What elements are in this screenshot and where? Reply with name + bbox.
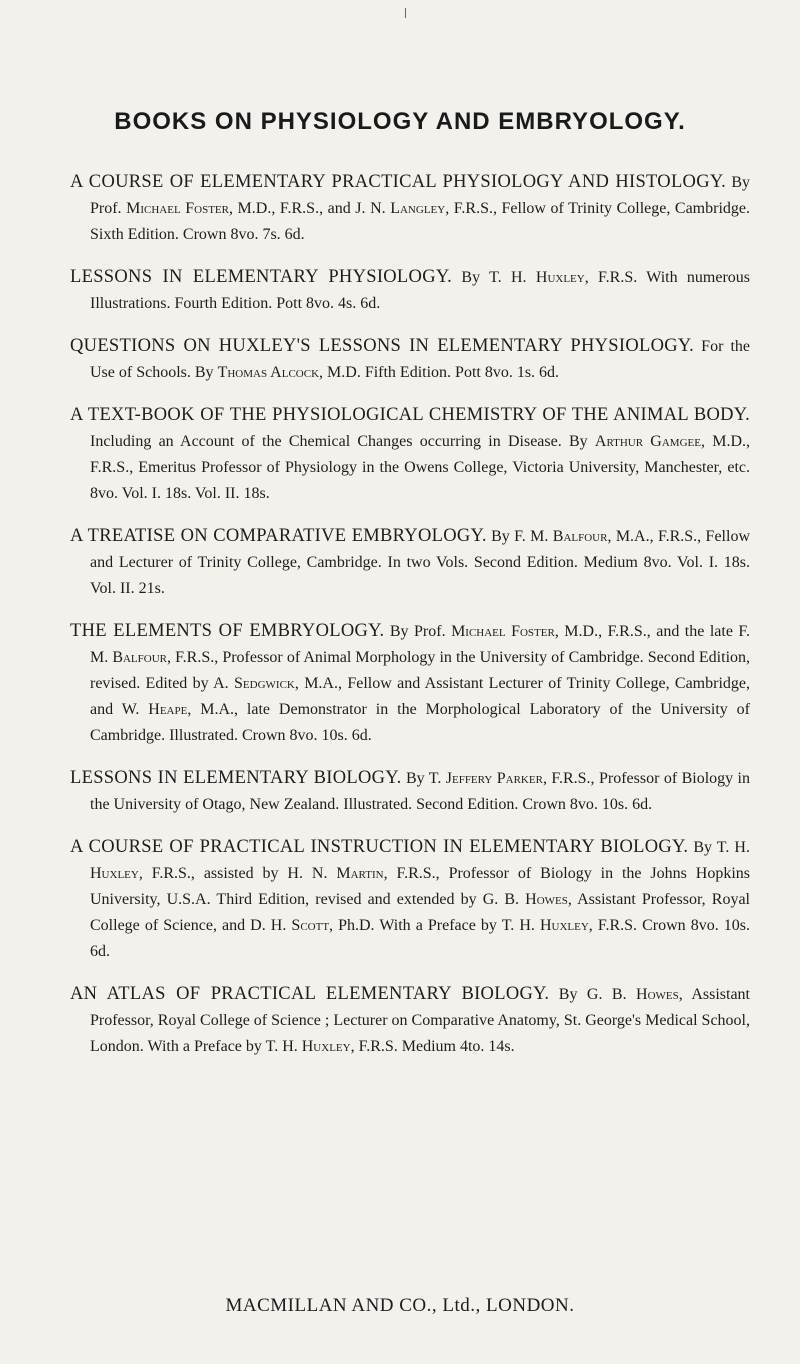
author-name: Huxley bbox=[535, 269, 585, 286]
entry-text: By T. H. bbox=[693, 839, 750, 856]
entry-text: , M.D., F.R.S., Emeritus Professor of Physiology in the Owens College, Victoria University, Manchester, etc. 8vo. Vol. I. 18s. Vol. II. 18s. bbox=[90, 433, 751, 502]
entry-text: , F.R.S., Professor of Biology in the Johns Hopkins University, U.S.A. Third Edition, revised and extended by G. B. bbox=[90, 865, 751, 908]
book-entry-2 bbox=[70, 264, 750, 317]
book-title: A TREATISE ON COMPARATIVE EMBRYOLOGY. bbox=[70, 526, 487, 546]
author-name: Scott bbox=[291, 917, 330, 934]
author-name: Huxley bbox=[90, 865, 139, 882]
entry-text: By T. bbox=[405, 770, 442, 787]
author-name: Langley bbox=[390, 200, 446, 217]
book-entry-7 bbox=[70, 765, 750, 818]
entry-text: By G. B. bbox=[558, 986, 627, 1003]
entry-text: , Assistant Professor, Royal College of Science ; Lecturer on Comparative Anatomy, St. George's Medical School, London. With a Preface by T. H. bbox=[90, 986, 751, 1055]
entry-text: Including an Account of the Chemical Changes occurring in Disease. By bbox=[90, 433, 588, 450]
author-name: Howes bbox=[525, 891, 568, 908]
entry-text: For the Use of Schools. By bbox=[90, 338, 751, 381]
book-title: LESSONS IN ELEMENTARY PHYSIOLOGY. bbox=[70, 267, 453, 287]
book-title: A COURSE OF ELEMENTARY PRACTICAL PHYSIOLOGY AND HISTOLOGY. bbox=[70, 172, 727, 192]
entry-text: By Prof. bbox=[90, 174, 750, 217]
entry-text: By Prof. bbox=[389, 623, 446, 640]
author-name: Balfour bbox=[552, 528, 608, 545]
author-name: Thomas Alcock bbox=[217, 364, 320, 381]
author-name: Michael Foster bbox=[126, 200, 229, 217]
entry-text: , F.R.S., Professor of Biology in the University of Otago, New Zealand. Illustrated. Second Edition. Crown 8vo. 10s. 6d. bbox=[90, 770, 751, 813]
author-name: Michael Foster bbox=[451, 623, 555, 640]
entry-text: By F. M. bbox=[491, 528, 549, 545]
entry-text: , F.R.S., Professor of Animal Morphology in the University of Cambridge. Second Edition, revised. Edited by A. bbox=[90, 649, 751, 692]
author-name: Howes bbox=[636, 986, 679, 1003]
book-title: A COURSE OF PRACTICAL INSTRUCTION IN ELEMENTARY BIOLOGY. bbox=[70, 837, 689, 857]
entry-text: , F.R.S., Fellow of Trinity College, Cambridge. Sixth Edition. Crown 8vo. 7s. 6d. bbox=[90, 200, 750, 243]
page-mark bbox=[405, 8, 406, 18]
entry-text: , F.R.S., assisted by H. N. bbox=[138, 865, 328, 882]
book-title: QUESTIONS ON HUXLEY'S LESSONS IN ELEMENTARY PHYSIOLOGY. bbox=[70, 336, 695, 356]
author-name: Balfour bbox=[112, 649, 167, 666]
entry-text: , Assistant Professor, Royal College of Science, and D. H. bbox=[90, 891, 750, 934]
book-title: A TEXT-BOOK OF THE PHYSIOLOGICAL CHEMISTRY OF THE ANIMAL BODY. bbox=[70, 405, 750, 425]
publisher-imprint: MACMILLAN AND CO., Ltd., LONDON. bbox=[225, 1295, 575, 1316]
entry-text: , M.D., F.R.S., and the late F. M. bbox=[90, 623, 751, 666]
entry-text: , M.A., late Demonstrator in the Morphological Laboratory of the University of Cambridge. Illustrated. Crown 8vo. 10s. 6d. bbox=[90, 701, 751, 744]
entry-text: By T. H. bbox=[461, 269, 527, 286]
book-title: LESSONS IN ELEMENTARY BIOLOGY. bbox=[70, 768, 402, 788]
author-name: Heape bbox=[148, 701, 188, 718]
page-heading: BOOKS ON PHYSIOLOGY AND EMBRYOLOGY. bbox=[114, 108, 686, 135]
entry-text: , M.A., Fellow and Assistant Lecturer of Trinity College, Cambridge, and W. bbox=[90, 675, 751, 718]
entry-text: , M.D., F.R.S., and J. N. bbox=[228, 200, 386, 217]
entry-text: , F.R.S. Medium 4to. 14s. bbox=[350, 1038, 515, 1055]
book-entry-3 bbox=[70, 333, 750, 386]
author-name: Sedgwick bbox=[234, 675, 295, 692]
author-name: Huxley bbox=[301, 1038, 351, 1055]
author-name: Martin bbox=[336, 865, 384, 882]
entry-text: , Ph.D. With a Preface by T. H. bbox=[329, 917, 535, 934]
entry-text: , F.R.S. Crown 8vo. 10s. 6d. bbox=[90, 917, 751, 960]
book-list bbox=[70, 153, 750, 1076]
book-entry-5 bbox=[70, 523, 750, 602]
book-entry-1 bbox=[70, 169, 750, 248]
entry-text: , F.R.S. With numerous Illustrations. Fourth Edition. Pott 8vo. 4s. 6d. bbox=[90, 269, 751, 312]
entry-text: , M.D. Fifth Edition. Pott 8vo. 1s. 6d. bbox=[319, 364, 560, 381]
book-title: AN ATLAS OF PRACTICAL ELEMENTARY BIOLOGY. bbox=[70, 984, 550, 1004]
author-name: Arthur Gamgee bbox=[594, 433, 701, 450]
book-entry-9 bbox=[70, 981, 750, 1060]
book-entry-8 bbox=[70, 834, 750, 965]
book-entry-6 bbox=[70, 618, 750, 749]
entry-text: , M.A., F.R.S., Fellow and Lecturer of Trinity College, Cambridge. In two Vols. Second Edition. Medium 8vo. Vol. I. 18s. Vol. II. 21s. bbox=[90, 528, 750, 597]
book-entry-4 bbox=[70, 402, 750, 507]
book-title: THE ELEMENTS OF EMBRYOLOGY. bbox=[70, 621, 385, 641]
author-name: Jeffery Parker bbox=[445, 770, 543, 787]
author-name: Huxley bbox=[539, 917, 589, 934]
